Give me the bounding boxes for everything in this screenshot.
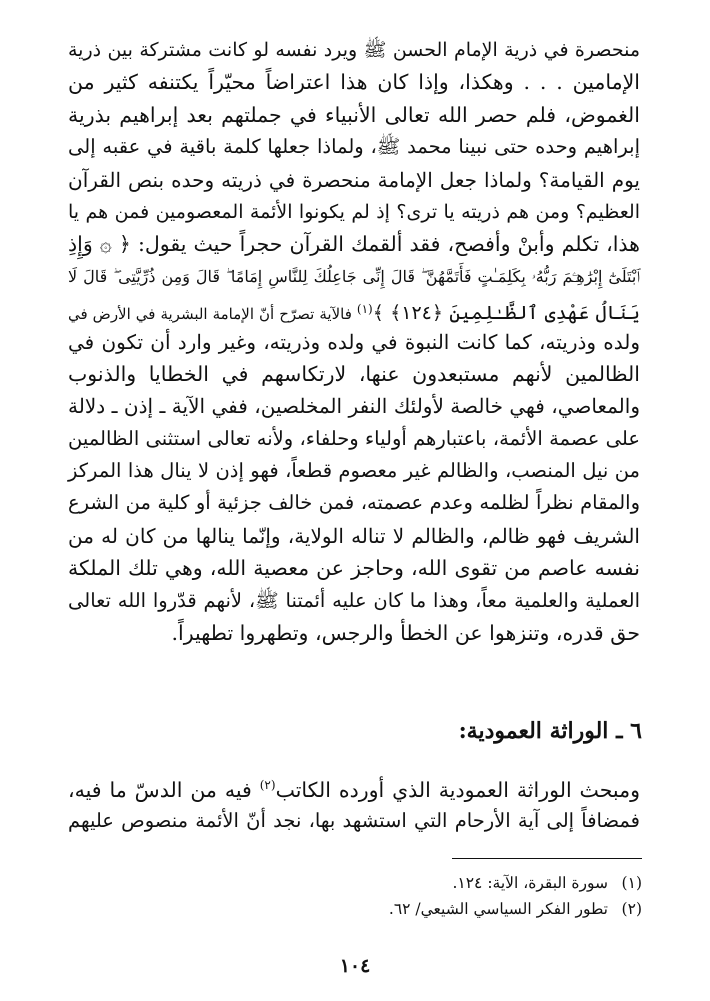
text-segment: ومبحث الوراثة العمودية الذي أورده الكاتب: [275, 777, 640, 802]
footnote-item: [389, 896, 642, 922]
text-line: الغموض، فلم حصر الله تعالى الأنبياء في جملتهم بعد إبراهيم بذرية: [68, 102, 640, 127]
main-paragraph: [68, 34, 640, 649]
footnote-ref[interactable]: (٢): [259, 778, 276, 792]
footnote-number: (١): [621, 874, 642, 892]
footnote-divider: [452, 858, 642, 859]
text-line: هذا، تكلم وأبنْ وأفصح، فقد ألقمك القرآن حجراً حيث يقول: ﴿ ۞ وَإِذِ: [68, 232, 640, 257]
text-line-with-footnote: [68, 293, 640, 325]
text-line: نفسه عاصم من تقوى الله، وحاجز عن معصية الله، وهي تلك الملكة: [68, 556, 640, 581]
text-segment: فالآية تصرّح أنّ الإمامة البشرية في الأرض في: [68, 305, 352, 324]
quran-verse-line: ٱبْتَلَىٰٓ إِبْرَٰهِـۧمَ رَبُّهُۥ بِكَلِمَـٰتٍ فَأَتَمَّهُنَّ ۖ قَالَ إِنِّى جَاعِلُكَ لِلنَّاسِ إِمَامًا ۖ قَالَ وَمِن ذُرِّيَّتِى ۖ قَالَ لَا: [68, 266, 640, 286]
footnote-number: (٢): [621, 900, 642, 918]
text-line: والمقام نظراً لظلمه وعدم عصمته، فمن خالف جزئية أو كلية من الشرع: [68, 491, 640, 515]
text-line: من نيل المنصب، والظالم غير معصوم قطعاً، فهو إذن لا ينال هذا المركز: [68, 459, 640, 483]
text-line: حق قدره، وتنزهوا عن الخطأ والرجس، وتطهروا تطهيراً.: [171, 621, 640, 646]
text-line: ولده وذريته، كما كانت النبوة في ولده وذريته، وغير وارد أن تكون في: [68, 329, 640, 354]
section-paragraph: [68, 768, 640, 838]
text-line: إبراهيم وحده حتى نبينا محمد ﷺ، ولماذا جعلها كلمة باقية في عقبه إلى: [68, 135, 640, 159]
text-line: يوم القيامة؟ ولماذا جعل الإمامة منحصرة في ذريته وحده بنص القرآن: [68, 167, 640, 192]
footnotes: [389, 870, 642, 922]
footnote-text: تطور الفكر السياسي الشيعي/ ٦٢.: [388, 900, 608, 918]
text-line: الظالمين لأنهم مستبعدون عنها، لارتكاسهم في الخطايا والذنوب: [68, 361, 640, 386]
text-line: الشريف فهو ظالم، والظالم لا تناله الولاية، وإنّما ينالها من كان له من: [68, 523, 640, 548]
page-number: ١٠٤: [339, 955, 371, 977]
text-line: على عصمة الأئمة، باعتبارهم أولياء وحلفاء، ولأنه تعالى استثنى الظالمين: [68, 426, 640, 450]
text-line-with-footnote: [68, 768, 640, 803]
quran-verse-end: يَنَالُ عَهْدِى ٱلظَّـٰلِمِينَ ﴿١٢٤﴾ ﴾: [372, 302, 640, 325]
section-heading: ٦ ـ الوراثة العمودية:: [458, 718, 642, 744]
text-line: الإمامين . . . وهكذا، وإذا كان هذا اعتراضاً محيّراً يكتنفه كثير من: [68, 70, 640, 95]
footnote-item: [389, 870, 642, 896]
footnote-text: سورة البقرة، الآية: ١٢٤.: [452, 874, 608, 892]
footnote-ref[interactable]: (١): [356, 302, 373, 317]
text-line: والمعاصي، فهي خالصة لأولئك النفر المخلصين، ففي الآية ـ إذن ـ دلالة: [68, 394, 640, 419]
text-line: العظيم؟ ومن هم ذريته يا ترى؟ إذ لم يكونوا الأئمة المعصومين فمن هم يا: [68, 200, 640, 223]
text-line: العملية والعلمية معاً، وهذا ما كان عليه أئمتنا ﷺ، لأنهم قدّروا الله تعالى: [68, 588, 640, 612]
text-segment: فيه من الدسّ ما فيه،: [68, 777, 260, 802]
text-line: منحصرة في ذرية الإمام الحسن ﷺ ويرد نفسه لو كانت مشتركة بين ذرية: [68, 39, 640, 61]
text-line: فمضافاً إلى آية الأرحام التي استشهد بها، نجد أنّ الأئمة منصوص عليهم: [68, 809, 640, 832]
